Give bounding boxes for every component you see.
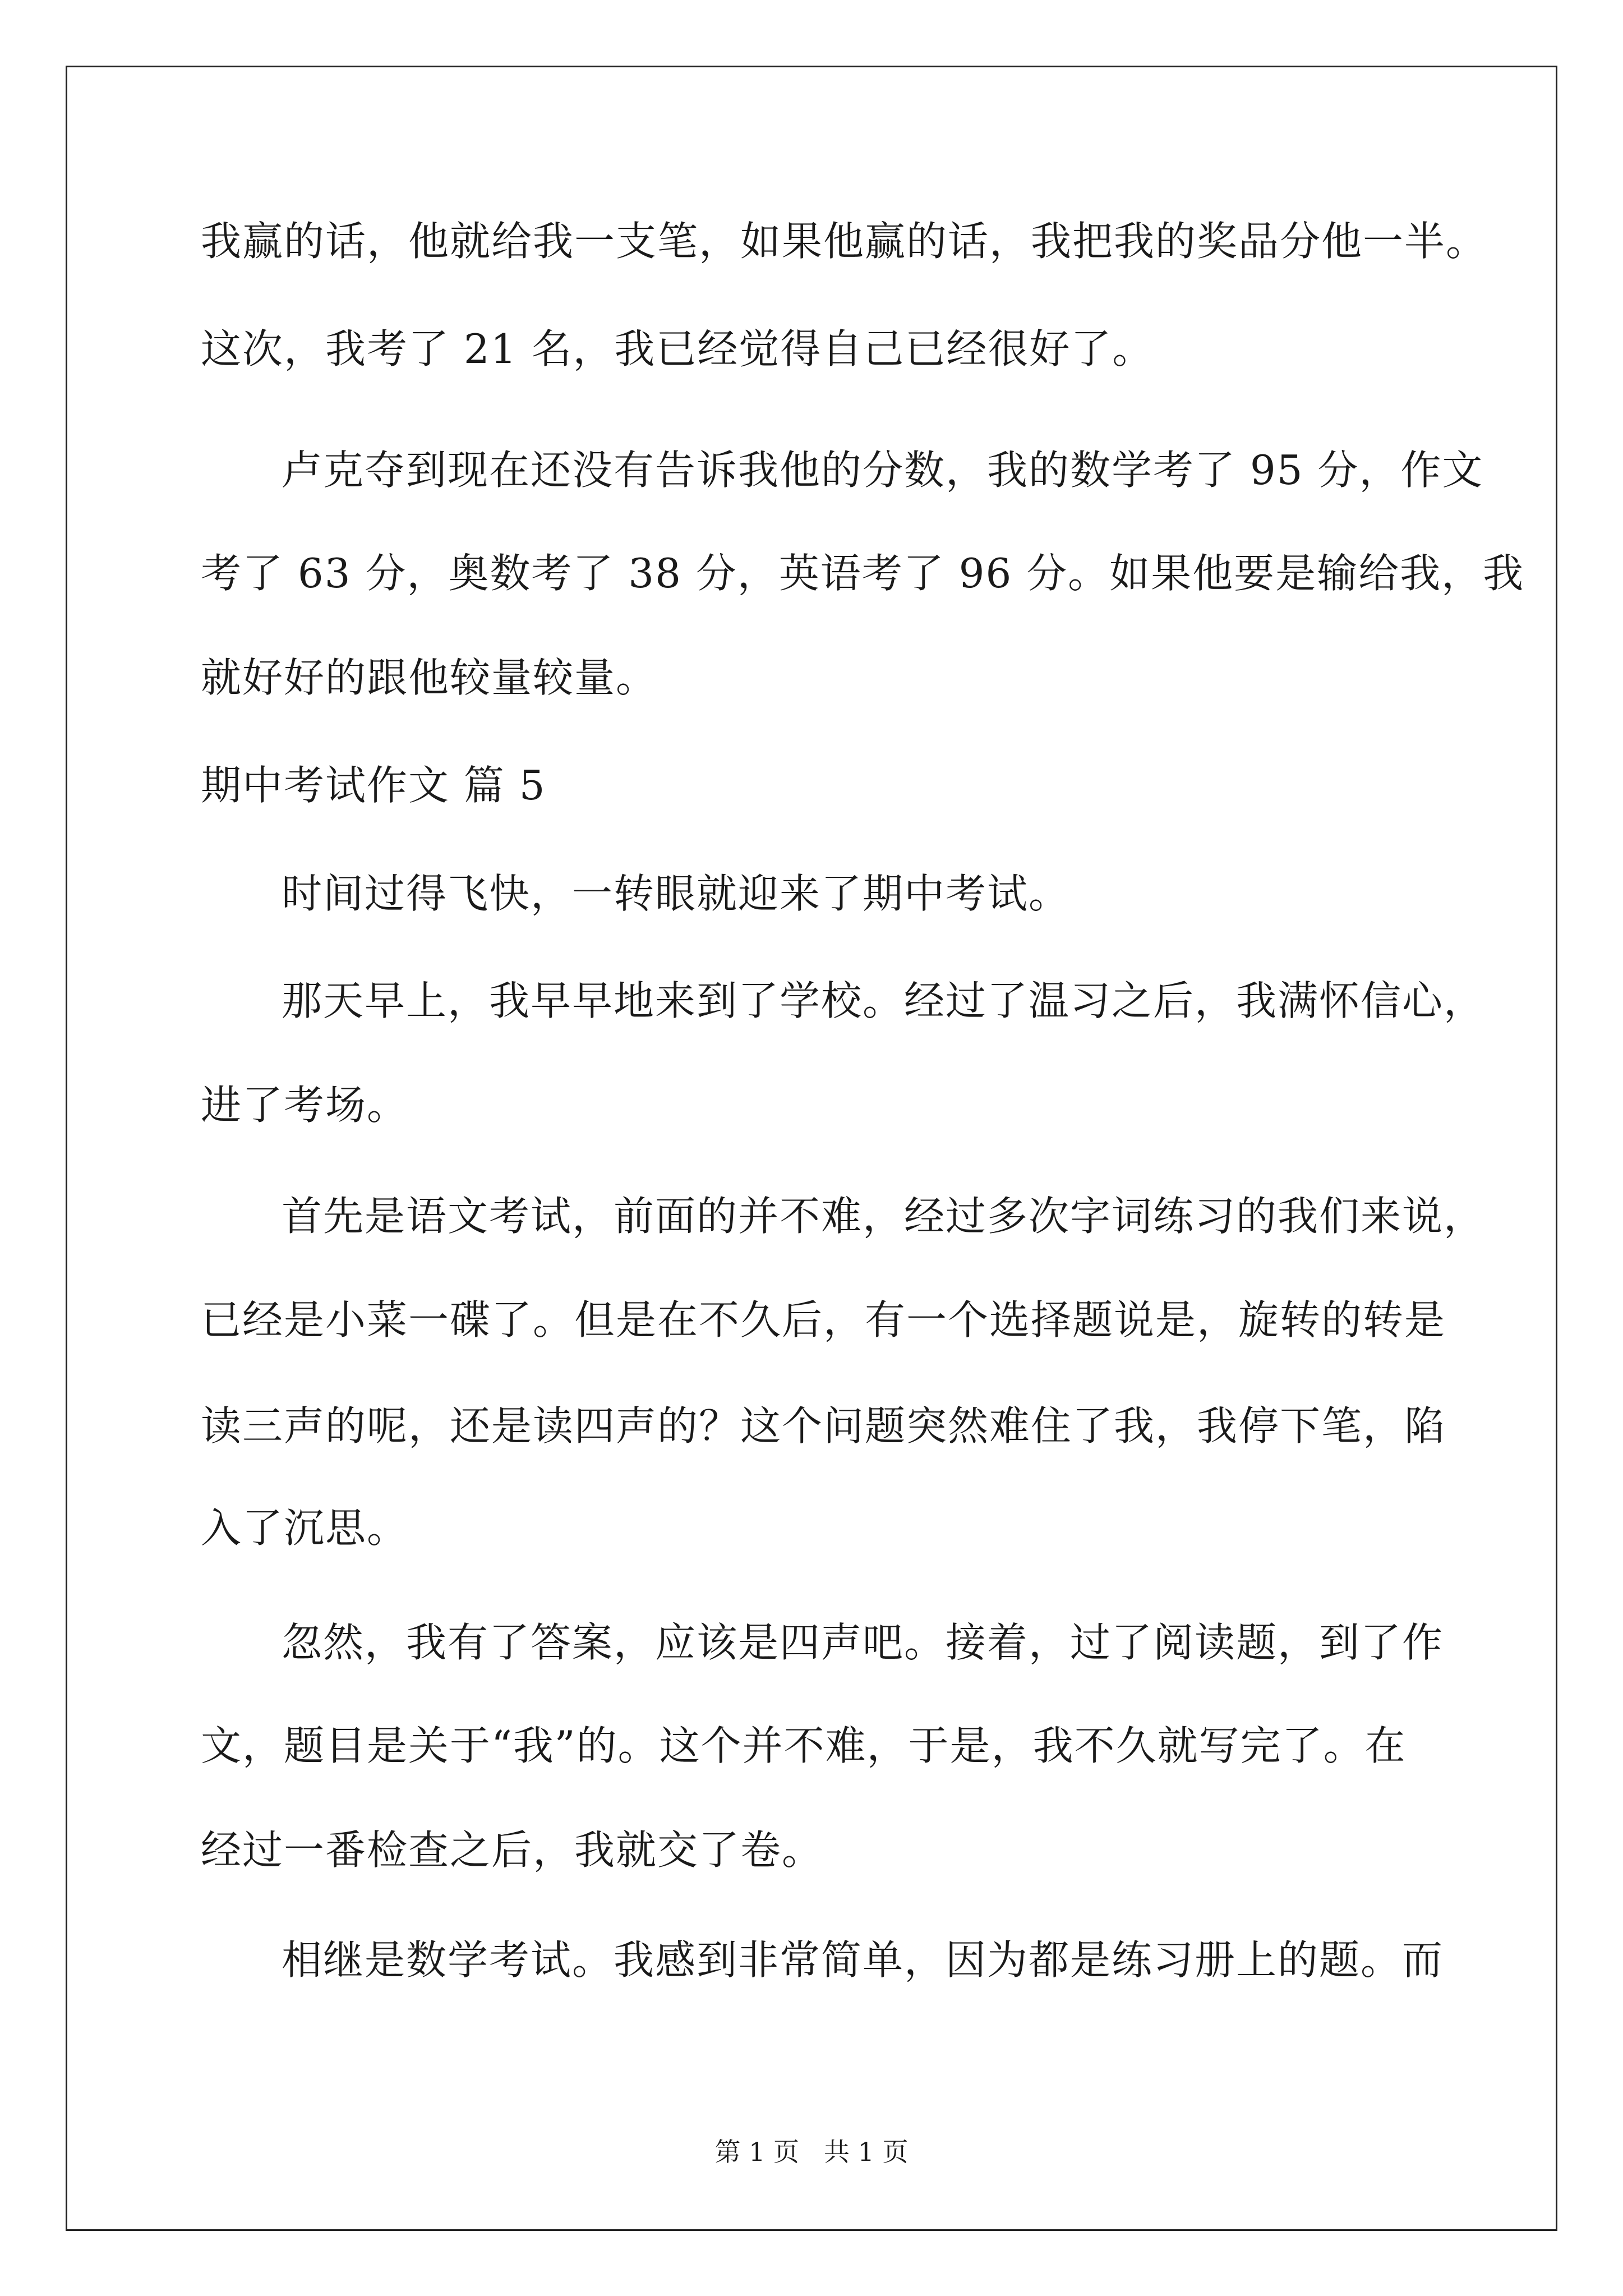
text-line: 已经是小菜一碟了。但是在不久后，有一个选择题说是，旋转的转是 bbox=[201, 1296, 1446, 1343]
paragraph-start-line: 时间过得飞快，一转眼就迎来了期中考试。 bbox=[282, 870, 1071, 917]
text-line: 文，题目是关于“我”的。这个并不难，于是，我不久就写完了。在 bbox=[201, 1722, 1407, 1769]
paragraph-start-line: 忽然，我有了答案，应该是四声吧。接着，过了阅读题，到了作 bbox=[282, 1619, 1444, 1666]
page-number-current: 第 1 页 bbox=[714, 2137, 800, 2167]
text-line: 考了 63 分，奥数考了 38 分，英语考了 96 分。如果他要是输给我，我 bbox=[201, 550, 1525, 597]
paragraph-start-line: 相继是数学考试。我感到非常简单，因为都是练习册上的题。而 bbox=[282, 1936, 1444, 1984]
text-line: 就好好的跟他较量较量。 bbox=[201, 654, 658, 701]
paragraph-start-line: 那天早上，我早早地来到了学校。经过了温习之后，我满怀信心， bbox=[282, 977, 1486, 1024]
text-line: 进了考场。 bbox=[201, 1082, 409, 1129]
page-border bbox=[66, 66, 1557, 2231]
paragraph-start-line: 卢克夺到现在还没有告诉我他的分数，我的数学考了 95 分，作文 bbox=[282, 447, 1484, 494]
page-number-total: 共 1 页 bbox=[823, 2137, 909, 2167]
text-line: 我赢的话，他就给我一支笔，如果他赢的话，我把我的奖品分他一半。 bbox=[201, 218, 1488, 265]
section-heading: 期中考试作文 篇 5 bbox=[201, 762, 546, 809]
paragraph-start-line: 首先是语文考试，前面的并不难，经过多次字词练习的我们来说， bbox=[282, 1193, 1486, 1240]
text-line: 读三声的呢，还是读四声的？这个问题突然难住了我，我停下笔，陷 bbox=[201, 1402, 1446, 1450]
text-line: 经过一番检查之后，我就交了卷。 bbox=[201, 1826, 824, 1874]
text-line: 入了沉思。 bbox=[201, 1504, 409, 1552]
page-footer bbox=[0, 2135, 1623, 2169]
text-line: 这次，我考了 21 名，我已经觉得自己已经很好了。 bbox=[201, 325, 1154, 372]
